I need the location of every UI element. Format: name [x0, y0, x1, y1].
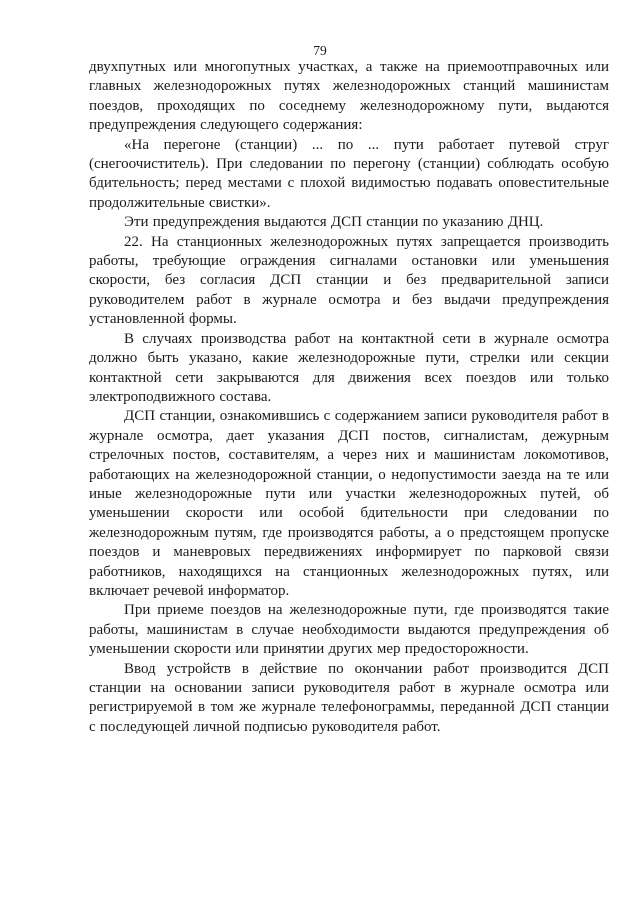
page-number: 79 — [313, 43, 327, 58]
paragraph-contact-network: В случаях производства работ на контактной сети в журнале осмотра должно быть указано, какие железнодорожные пути, стрелки или секции контактной сети закрываются для движения всех поездов или только электроподвижного состава. — [89, 330, 609, 405]
paragraph-clause-22: 22. На станционных железнодорожных путях запрещается производить работы, требующие ограждения сигналами остановки или уменьшения скорости, без согласия ДСП станции и без предварительной записи руководителем работ в журнале осмотра и без выдачи предупреждения установленной формы. — [89, 233, 609, 328]
page-body — [89, 58, 609, 737]
paragraph-train-reception: При приеме поездов на железнодорожные пути, где производятся такие работы, машинистам в случае необходимости выдаются предупреждения об уменьшении скорости или принятии других мер предосторожности. — [89, 602, 609, 658]
paragraph-dsp-instructions: ДСП станции, ознакомившись с содержанием записи руководителя работ в журнале осмотра, дает указания ДСП постов, сигналистам, дежурным стрелочных постов, составителям, а через них и машинистам локомотивов, работающих на железнодорожной станции, о недопустимости заезда на те или иные железнодорожные пути или участки железнодорожных путей, об уменьшении скорости или особой бдительности при следовании по железнодорожным путям, где производятся работы, а о предстоящем пропуске поездов и маневровых передвижениях информирует по парковой связи работников, находящихся на станционных железнодорожных путях, или включает речевой информатор. — [89, 408, 609, 599]
paragraph-warning-issuer: Эти предупреждения выдаются ДСП станции по указанию ДНЦ. — [124, 214, 544, 231]
paragraph-warning-text: «На перегоне (станции) ... по ... пути работает путевой струг (снегоочиститель). При следовании по перегону (станции) соблюдать особую бдительность; перед местами с плохой видимостью подавать оповестительные продолжительные свистки». — [89, 136, 609, 211]
paragraph-device-commissioning: Ввод устройств в действие по окончании работ производится ДСП станции на основании записи руководителя работ в журнале осмотра или регистрируемой в том же журнале телефонограммы, переданной ДСП станции с последующей личной подписью руководителя работ. — [89, 660, 609, 735]
paragraph-continuation: двухпутных или многопутных участках, а также на приемоотправочных или главных железнодорожных путях железнодорожных станций машинистам поездов, проходящих по соседнему железнодорожному пути, выдаются предупреждения следующего содержания: — [89, 59, 609, 134]
